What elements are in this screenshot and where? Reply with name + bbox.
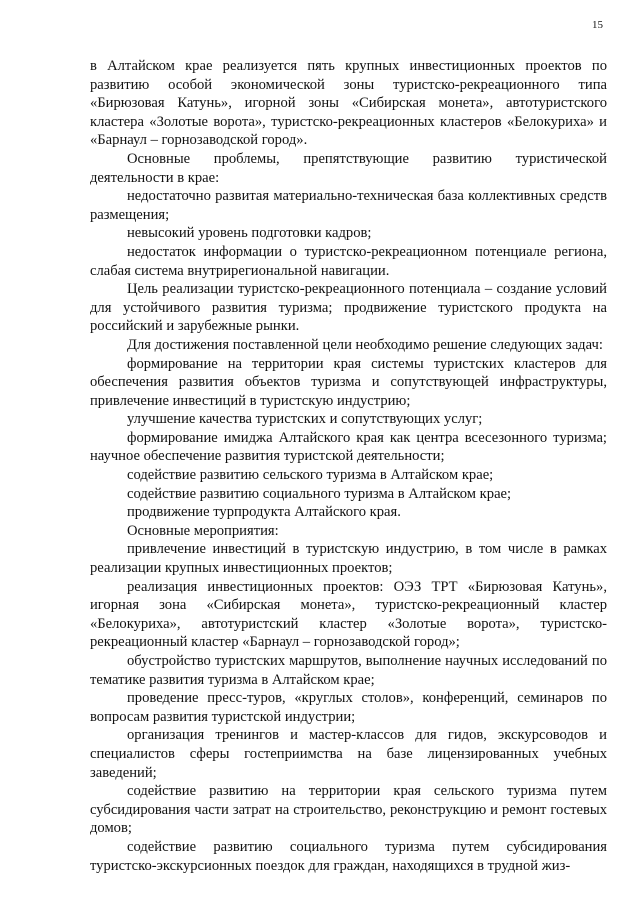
list-item: продвижение турпродукта Алтайского края. [127, 504, 401, 521]
list-item: недостаток информации о туристско-рекреационном потенциале региона, слабая система внутрирегиональной навигации. [90, 243, 607, 279]
list-item: недостаточно развитая материально-техническая база коллективных средств размещения; [90, 188, 607, 223]
paragraph: Основные мероприятия: [127, 522, 279, 539]
list-item: формирование на территории края системы туристских кластеров для обеспечения развития объектов туризма и сопутствующей инфраструктуры, привлечение инвестиций в туристскую индустрию; [90, 355, 607, 409]
paragraph: Для достижения поставленной цели необходимо решение следующих задач: [127, 336, 603, 353]
list-item: привлечение инвестиций в туристскую индустрию, в том числе в рамках реализации крупных инвестиционных проектов; [90, 541, 607, 577]
paragraph: в Алтайском крае реализуется пять крупных инвестиционных проектов по развитию особой экономической зоны туристско-рекреационного типа «Бирюзовая Катунь», игорной зоны «Сибирская монета», автотуристского кластера «Золотые ворота», туристско-рекреационных кластеров «Белокуриха» и «Барнаул – горнозаводской город». [90, 58, 607, 149]
list-item: формирование имиджа Алтайского края как центра всесезонного туризма; научное обеспечение развития туристской деятельности; [90, 429, 607, 465]
list-item: обустройство туристских маршрутов, выполнение научных исследований по тематике развития туризма в Алтайском крае; [90, 653, 607, 688]
page-number: 15 [592, 19, 603, 31]
paragraph: Основные проблемы, препятствующие развитию туристической деятельности в крае: [90, 150, 607, 186]
list-item: организация тренингов и мастер-классов для гидов, экскурсоводов и специалистов сферы гостеприимства на базе лицензированных учебных заведений; [90, 727, 607, 781]
list-item: содействие развитию социального туризма путем субсидирования туристско-экскурсионных поездок для граждан, находящихся в трудной жиз- [90, 838, 607, 874]
list-item: содействие развитию на территории края сельского туризма путем субсидирования части затрат на строительство, реконструкцию и ремонт гостевых домов; [90, 783, 607, 837]
list-item: проведение пресс-туров, «круглых столов», конференций, семинаров по вопросам развития туристской индустрии; [90, 690, 607, 725]
list-item: улучшение качества туристских и сопутствующих услуг; [127, 411, 483, 428]
list-item: содействие развитию сельского туризма в Алтайском крае; [127, 467, 494, 484]
paragraph: Цель реализации туристско-рекреационного потенциала – создание условий для устойчивого развития туризма; продвижение туристского продукта на российский и зарубежные рынки. [90, 281, 607, 335]
document-body [90, 57, 607, 875]
list-item: содействие развитию социального туризма в Алтайском крае; [127, 485, 512, 502]
list-item: реализация инвестиционных проектов: ОЭЗ ТРТ «Бирюзовая Катунь», игорная зона «Сибирская монета», туристско-рекреационный кластер «Белокуриха», автотуристский кластер «Золотые ворота», туристско-рекреационный кластер «Барнаул – горнозаводской город»; [90, 578, 607, 651]
list-item: невысокий уровень подготовки кадров; [127, 225, 372, 242]
